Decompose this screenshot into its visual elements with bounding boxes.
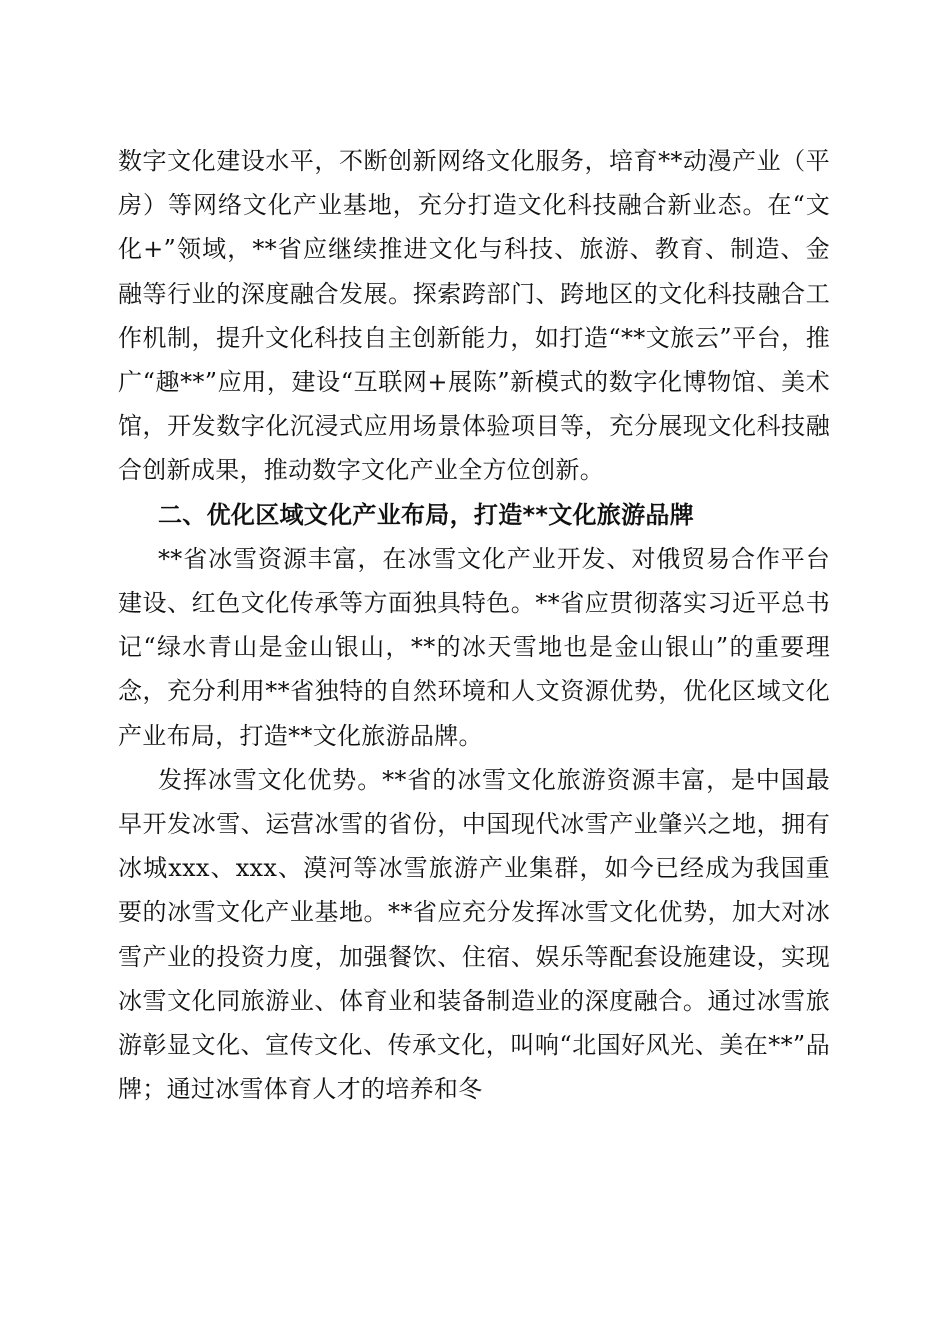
body-paragraph-digital-culture: 数字文化建设水平，不断创新网络文化服务，培育**动漫产业（平房）等网络文化产业基地，充分打造文化科技融合新业态。在“文化+”领域，**省应继续推进文化与科技、旅游、教育、制造、金融等行业的深度融合发展。探索跨部门、跨地区的文化科技融合工作机制，提升文化科技自主创新能力，如打造“**文旅云”平台，推广“趣**”应用，建设“互联网+展陈”新模式的数字化博物馆、美术馆，开发数字化沉浸式应用场景体验项目等，充分展现文化科技融合创新成果，推动数字文化产业全方位创新。 [118, 147, 830, 485]
body-paragraph-ice-snow-resources: **省冰雪资源丰富，在冰雪文化产业开发、对俄贸易合作平台建设、红色文化传承等方面独具特色。**省应贯彻落实习近平总书记“绿水青山是金山银山，**的冰天雪地也是金山银山”的重要理念，充分利用**省独特的自然环境和人文资源优势，优化区域文化产业布局，打造**文化旅游品牌。 [118, 544, 830, 750]
section-heading-2: 二、优化区域文化产业布局，打造**文化旅游品牌 [158, 500, 694, 529]
body-paragraph-ice-snow-culture-advantage: 发挥冰雪文化优势。**省的冰雪文化旅游资源丰富，是中国最早开发冰雪、运营冰雪的省份，中国现代冰雪产业肇兴之地，拥有冰城xxx、xxx、漠河等冰雪旅游产业集群，如今已经成为我国重要的冰雪文化产业基地。**省应充分发挥冰雪文化优势，加大对冰雪产业的投资力度，加强餐饮、住宿、娱乐等配套设施建设，实现冰雪文化同旅游业、体育业和装备制造业的深度融合。通过冰雪旅游彰显文化、宣传文化、传承文化，叫响“北国好风光、美在**”品牌；通过冰雪体育人才的培养和冬 [118, 765, 830, 1104]
document-body [118, 139, 830, 1111]
